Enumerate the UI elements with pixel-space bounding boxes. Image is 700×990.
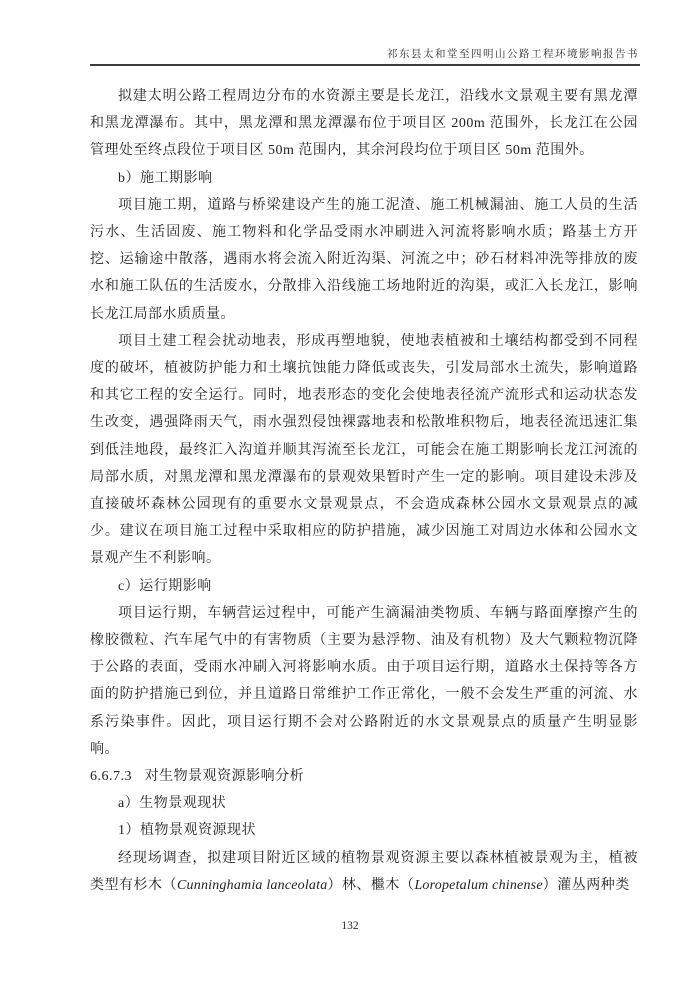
paragraph-water-resources-overview: 拟建太明公路工程周边分布的水资源主要是长龙江，沿线水文景观主要有黑龙潭和黑龙潭瀑布。其中，黑龙潭和黑龙潭瀑布位于项目区 200m 范围外，长龙江在公园管理处至终点段位于项目区 50m 范围内，其余河段均位于项目区 50m 范围外。 [90,89,638,159]
document-body [90,83,638,899]
paragraph-construction-pollution: 项目施工期，道路与桥梁建设产生的施工泥渣、施工机械漏油、施工人员的生活污水、生活固废、施工物料和化学品受雨水冲刷进入河流将影响水质；路基土方开挖、运输途中散落，遇雨水将会流入附近沟渠、河流之中；砂石材料冲洗等排放的废水和施工队伍的生活废水，分散排入沿线施工场地附近的沟渠，或汇入长龙江，影响长龙江局部水质质量。 [90,197,638,322]
text-segment: ）灌丛两种类 [542,877,630,893]
section-heading-biological-landscape [90,763,638,790]
latin-species-name: Loropetalum chinense [414,877,543,893]
paragraph-earthwork-impact: 项目土建工程会扰动地表，形成再塑地貌，使地表植被和土壤结构都受到不同程度的破坏，植被防护能力和土壤抗蚀能力降低或丧失，引发局部水土流失，影响道路和其它工程的安全运行。同时，地表形态的变化会使地表径流产流形式和运动状态发生改变，遇强降雨天气，雨水强烈侵蚀裸露地表和松散堆积物后，地表径流迅速汇集到低洼地段，最终汇入沟道并顺其泻流至长龙江，可能会在施工期影响长龙江河流的局部水质，对黑龙潭和黑龙潭瀑布的景观效果暂时产生一定的影响。项目建设未涉及直接破坏森林公园现有的重要水文景观景点，不会造成森林公园水文景观景点的减少。建议在项目施工过程中采取相应的防护措施，减少因施工对周边水体和公园水文景观产生不利影响。 [90,333,638,567]
header-divider [90,64,640,66]
heading-plant-landscape-status: 1）植物景观资源现状 [118,823,256,839]
heading-biological-landscape-status: a）生物景观现状 [118,796,227,812]
text-segment: ）林、檵木（ [327,877,415,893]
paragraph-plant-landscape-survey [90,845,638,899]
latin-species-name: Cunninghamia lanceolata [177,877,328,893]
page-number: 132 [341,920,359,932]
page-header-title: 祁东县太和堂至四明山公路工程环境影响报告书 [387,49,639,60]
paragraph-operation-impact: 项目运行期，车辆营运过程中，可能产生滴漏油类物质、车辆与路面摩擦产生的橡胶微粒、汽车尾气中的有害物质（主要为悬浮物、油及有机物）及大气颗粒物沉降于公路的表面，受雨水冲刷入河将影响水质。由于项目运行期，道路水土保持等各方面的防护措施已到位，并且道路日常维护工作正常化，一般不会发生严重的河流、水系污染事件。因此，项目运行期不会对公路附近的水文景观景点的质量产生明显影响。 [90,605,638,757]
section-title: 对生物景观资源影响分析 [144,769,305,785]
heading-construction-period-impact: b）施工期影响 [118,170,213,186]
text-segment: 经现场调查，拟建项目附近区域的植物景观资源主要以森林植被景观为主，植被类型有杉木（ [90,850,638,893]
heading-operation-period-impact: c）运行期影响 [118,578,212,594]
section-number: 6.6.7.3 [90,769,132,785]
